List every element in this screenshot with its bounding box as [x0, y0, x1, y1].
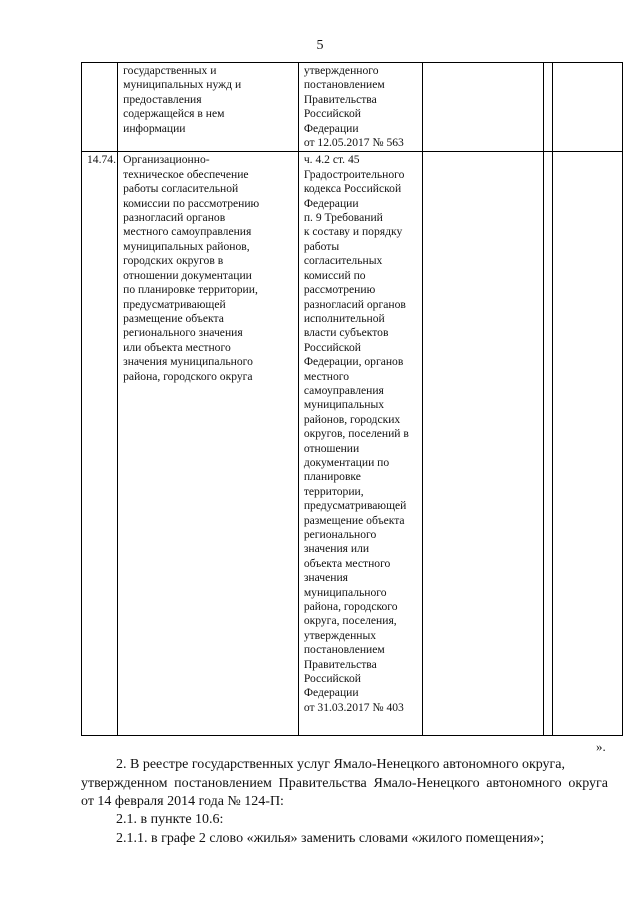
- service-name-cell: Организационно- техническое обеспечение работы согласительной комиссии по рассмотрению разногласий органов местного самоуправления муниципальных районов, городских округов в отношении документации по планировке территории, предусматривающей размещение объекта регионального значения или объекта местного значения муниципального района, городского округа: [118, 152, 299, 736]
- closing-quote: ».: [596, 739, 606, 754]
- amendment-paragraph: [81, 756, 608, 812]
- legal-basis-cell: утвержденного постановлением Правительства Российской Федерации от 12.05.2017 № 563: [298, 63, 422, 152]
- amendment-first-line: 2. В реестре государственных услуг Ямало-Ненецкого автономного округа,: [116, 757, 566, 772]
- empty-cell: [544, 63, 553, 152]
- empty-cell: [552, 152, 622, 736]
- empty-cell: [552, 63, 622, 152]
- empty-cell: [544, 152, 553, 736]
- row-number-cell: [82, 63, 118, 152]
- registry-table: [81, 62, 623, 736]
- table-row: [82, 152, 623, 736]
- empty-cell: [422, 152, 544, 736]
- service-name-cell: государственных и муниципальных нужд и предоставления содержащейся в нем информации: [118, 63, 299, 152]
- empty-cell: [422, 63, 544, 152]
- amendment-continuation: утвержденном постановлением Правительства Ямало-Ненецкого автономного округа от 14 февраля 2014 года № 124-П:: [81, 775, 608, 809]
- legal-basis-cell: ч. 4.2 ст. 45 Градостроительного кодекса Российской Федерации п. 9 Требований к составу и порядку работы согласительных комиссий по рассмотрению разногласий органов исполнительной власти субъектов Российской Федерации, органов местного самоуправления муниципальных районов, городских округов, поселений в отношении документации по планировке территории, предусматривающей размещение объекта регионального значения или объекта местного значения муниципального района, городского округа, поселения, утвержденных постановлением Правительства Российской Федерации от 31.03.2017 № 403: [298, 152, 422, 736]
- row-number-cell: 14.74.: [82, 152, 118, 736]
- amendment-item: 2.1. в пункте 10.6:: [116, 812, 224, 827]
- page-number: 5: [316, 38, 324, 53]
- table-row: [82, 63, 623, 152]
- amendment-item: 2.1.1. в графе 2 слово «жилья» заменить словами «жилого помещения»;: [116, 831, 545, 846]
